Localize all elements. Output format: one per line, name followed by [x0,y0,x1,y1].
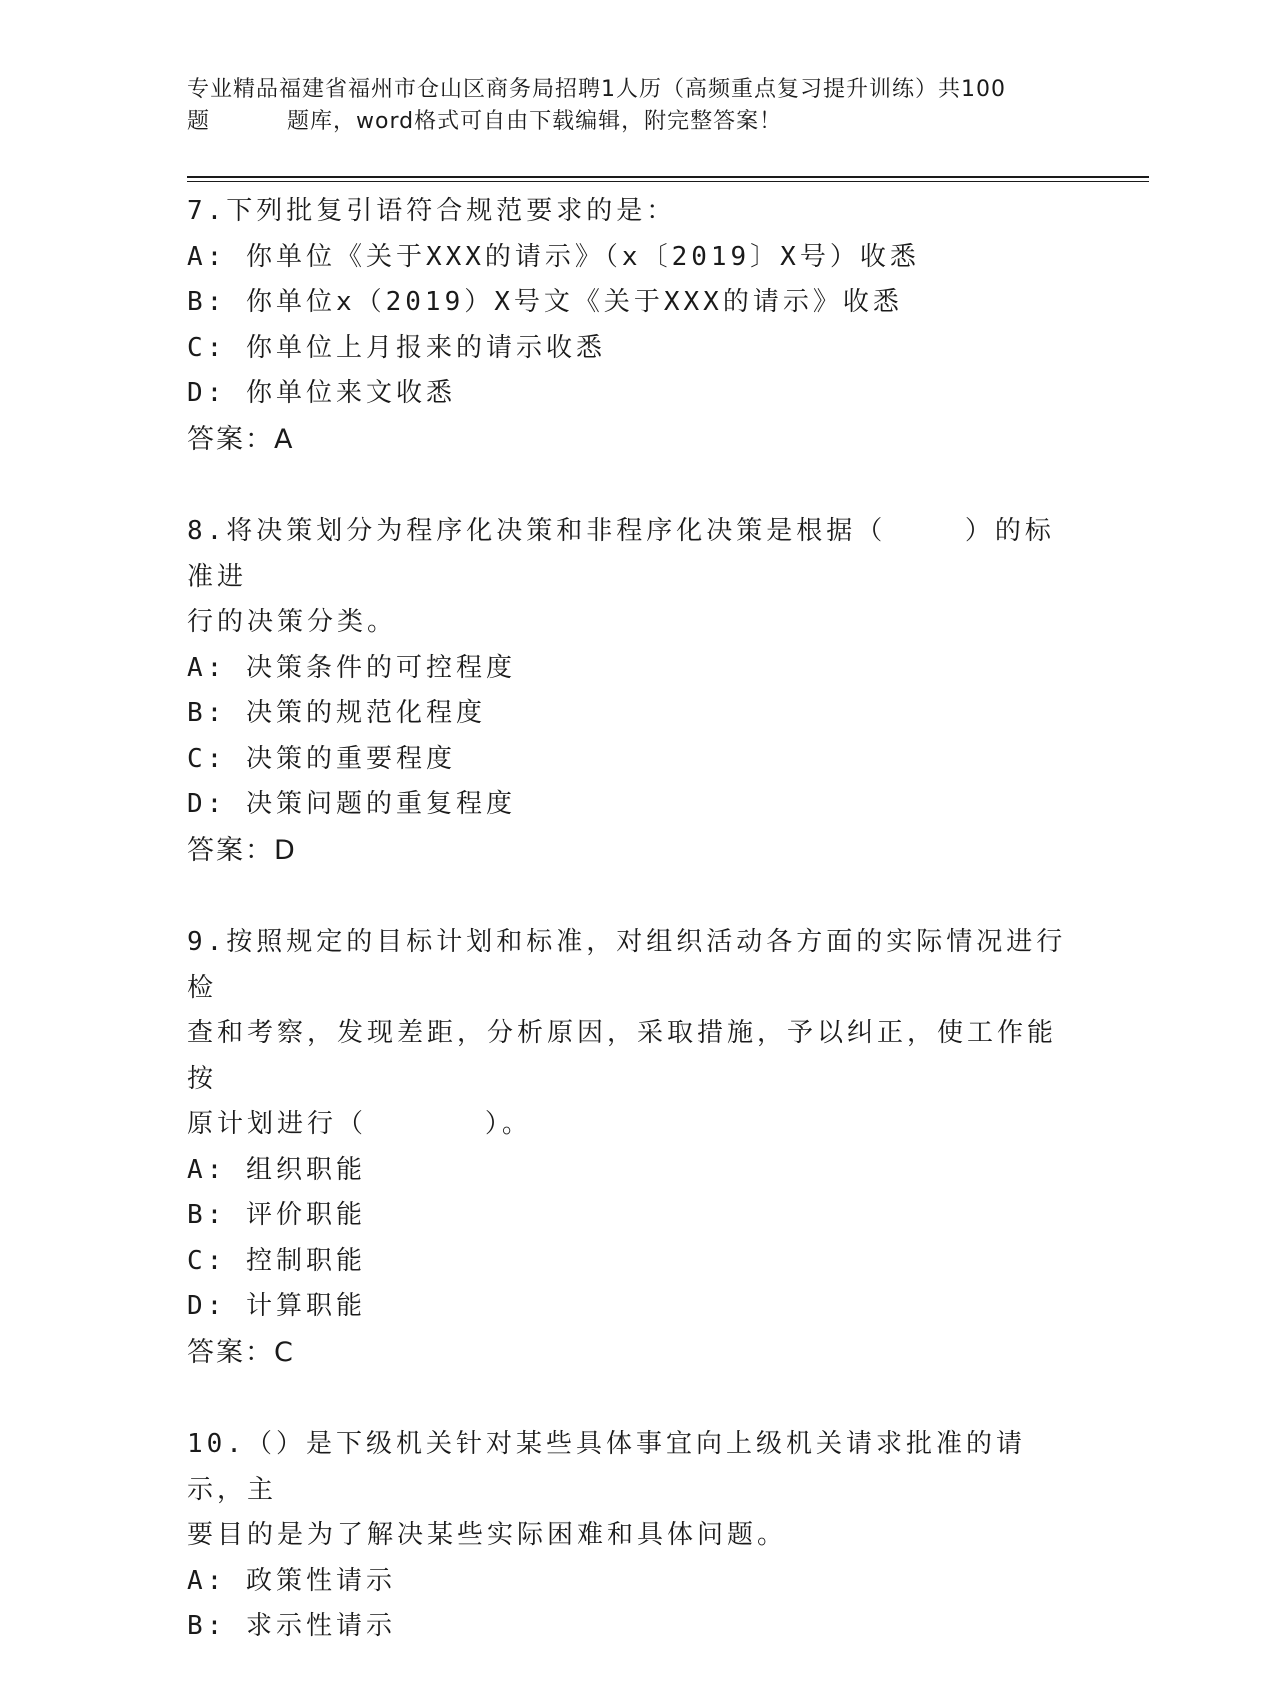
option-d: D: 你单位来文收悉 [187,378,456,408]
option-b: B: 你单位x（2019）X号文《关于XXX的请示》收悉 [187,287,903,317]
option-a: A: 决策条件的可控程度 [187,652,516,683]
question-stem: 查和考察，发现差距，分析原因，采取措施，予以纠正，使工作能按 [187,1018,1058,1094]
header-title-rest: 题库，word格式可自由下载编辑，附完整答案！ [287,109,783,134]
header-title-lead: 题 [187,109,211,134]
option-a: A: 政策性请示 [187,1565,396,1596]
option-d: D: 决策问题的重复程度 [187,789,516,819]
question-stem: 7.下列批复引语符合规范要求的是： [187,196,677,226]
option-c: C: 控制职能 [187,1245,366,1276]
question-stem: 行的决策分类。 [187,607,398,637]
question-stem: 原计划进行（ ）。 [187,1109,532,1139]
document-header [187,74,1087,138]
option-d: D: 计算职能 [187,1291,366,1321]
option-c: C: 决策的重要程度 [187,743,456,774]
question-list [187,189,1067,1697]
option-a: A: 你单位《关于XXX的请示》（x〔2019〕X号）收悉 [187,241,920,272]
answer-label: 答案：C [187,1336,295,1368]
question-stem: 要目的是为了解决某些实际困难和具体问题。 [187,1520,788,1550]
question-stem: 8.将决策划分为程序化决策和非程序化决策是根据（ ）的标准进 [187,516,1055,592]
question-8 [187,509,1067,873]
question-stem: 10.（）是下级机关针对某些具体事宜向上级机关请求批准的请示，主 [187,1429,1026,1505]
question-9 [187,920,1067,1375]
question-stem: 9.按照规定的目标计划和标准，对组织活动各方面的实际情况进行检 [187,927,1067,1003]
option-b: B: 评价职能 [187,1200,366,1230]
header-title-line-1: 专业精品福建省福州市仓山区商务局招聘1人历（高频重点复习提升训练）共100 [187,77,1006,102]
header-title-line-2 [187,106,1087,138]
header-divider-thin [187,181,1149,182]
question-10 [187,1422,1067,1650]
option-c: C: 你单位上月报来的请示收悉 [187,332,606,363]
option-a: A: 组织职能 [187,1154,366,1185]
answer-label: 答案：A [187,423,295,455]
question-7 [187,189,1067,462]
option-b: B: 决策的规范化程度 [187,698,486,728]
answer-label: 答案：D [187,834,297,866]
option-b: B: 求示性请示 [187,1611,396,1641]
header-divider-thick [187,176,1149,178]
